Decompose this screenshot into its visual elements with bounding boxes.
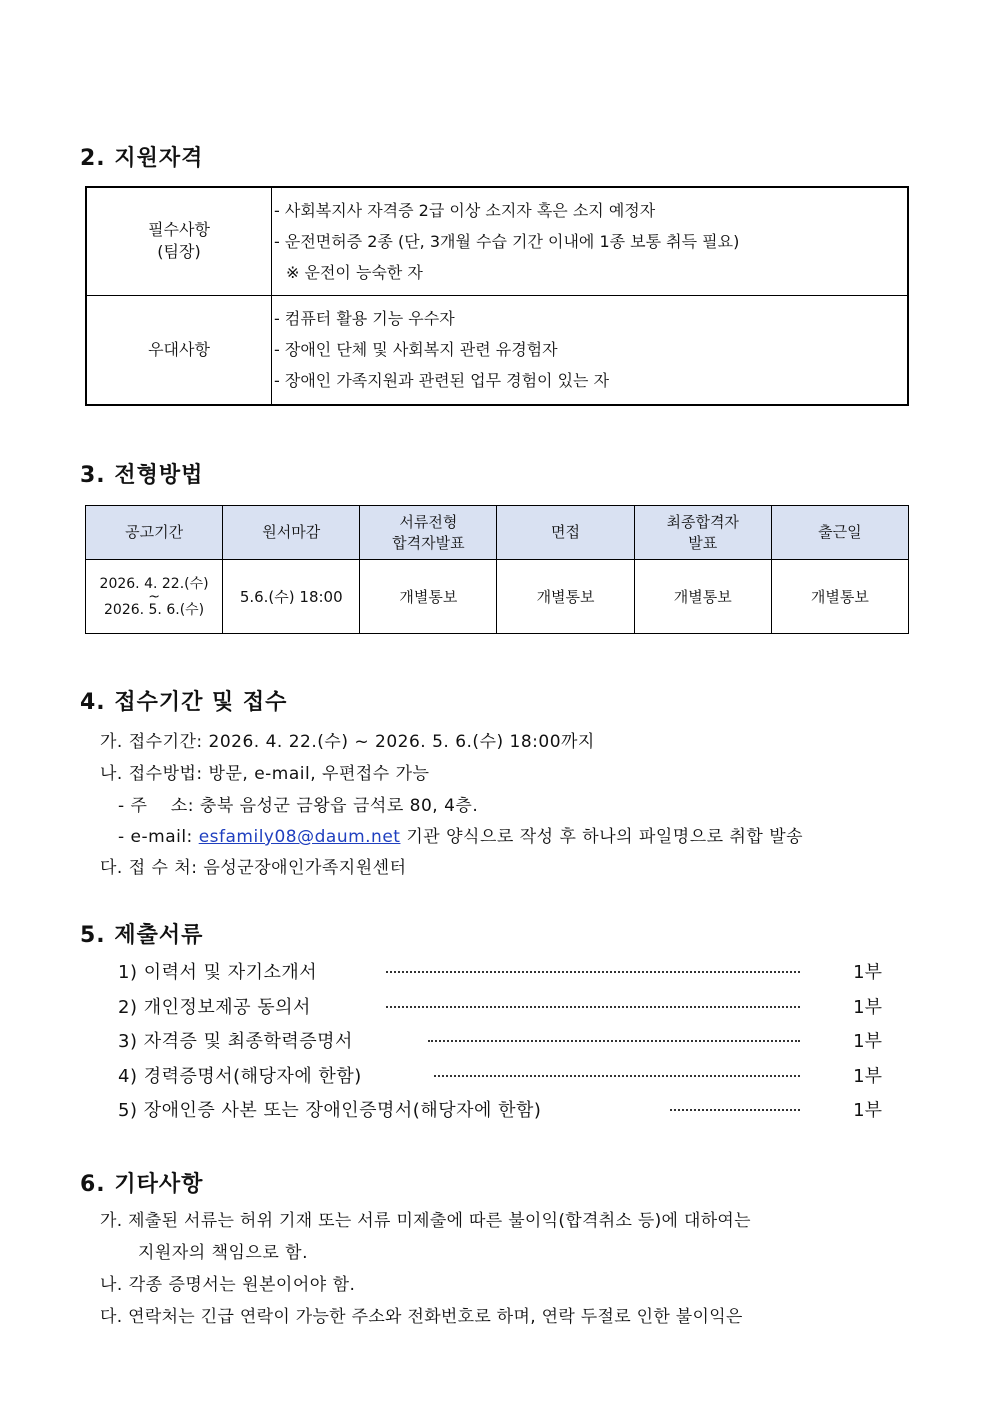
section-2-heading: 2. 지원자격 bbox=[80, 146, 204, 171]
email-prefix: - e-mail: bbox=[118, 827, 199, 847]
note-da: 다. 연락처는 긴급 연락이 가능한 주소와 전화번호로 하며, 연락 두절로 인한 불이익은 bbox=[100, 1307, 743, 1327]
email-line bbox=[118, 822, 803, 847]
header-text: 합격자발표 bbox=[392, 533, 465, 552]
document-qty: 1부 bbox=[853, 1100, 882, 1121]
header-text: 공고기간 bbox=[125, 523, 184, 541]
required-note: ※ 운전이 능숙한 자 bbox=[286, 262, 423, 282]
period-end: 2026. 5. 6.(수) bbox=[104, 601, 205, 618]
document-qty: 1부 bbox=[853, 1031, 882, 1052]
leader-dots bbox=[670, 1109, 800, 1111]
section-4-heading: 4. 접수기간 및 접수 bbox=[80, 690, 288, 715]
header-text: 발표 bbox=[688, 533, 718, 552]
leader-dots bbox=[434, 1075, 800, 1077]
document-qty: 1부 bbox=[853, 997, 882, 1018]
document-name: 1) 이력서 및 자기소개서 bbox=[118, 958, 317, 984]
note-ga-line2: 지원자의 책임으로 함. bbox=[138, 1243, 309, 1263]
table-row bbox=[86, 560, 909, 634]
note-na: 나. 각종 증명서는 원본이어야 함. bbox=[100, 1275, 356, 1295]
table-cell: 개별통보 bbox=[497, 560, 634, 634]
header-cell bbox=[223, 506, 360, 560]
header-cell bbox=[497, 506, 634, 560]
leader-dots bbox=[386, 1006, 800, 1008]
announcement-period-cell bbox=[86, 560, 223, 634]
document-item bbox=[118, 958, 888, 982]
header-text: 원서마감 bbox=[262, 523, 321, 541]
document-item bbox=[118, 1062, 888, 1086]
header-text: 면접 bbox=[551, 523, 581, 541]
preferred-row bbox=[86, 295, 908, 405]
section-6-heading: 6. 기타사항 bbox=[80, 1172, 204, 1197]
required-label-line1: 필수사항 bbox=[148, 220, 210, 240]
document-name: 3) 자격증 및 최종학력증명서 bbox=[118, 1027, 353, 1053]
document-qty: 1부 bbox=[853, 962, 882, 983]
period-start: 2026. 4. 22.(수) bbox=[99, 575, 209, 592]
qualification-table bbox=[85, 186, 909, 406]
document-item bbox=[118, 993, 888, 1017]
table-cell: 5.6.(수) 18:00 bbox=[223, 560, 360, 634]
required-row bbox=[86, 187, 908, 295]
table-cell: 개별통보 bbox=[771, 560, 908, 634]
section-3-heading: 3. 전형방법 bbox=[80, 463, 204, 488]
header-text: 최종합격자 bbox=[666, 512, 739, 531]
leader-dots bbox=[386, 971, 800, 973]
header-cell bbox=[360, 506, 497, 560]
required-label-line2: (팀장) bbox=[157, 242, 201, 262]
reception-place: 다. 접 수 처: 음성군장애인가족지원센터 bbox=[100, 858, 407, 878]
reception-period: 가. 접수기간: 2026. 4. 22.(수) ~ 2026. 5. 6.(수) 18:00까지 bbox=[100, 732, 595, 752]
header-cell bbox=[771, 506, 908, 560]
required-label bbox=[86, 187, 272, 295]
period-tilde: ~ bbox=[148, 588, 160, 605]
preferred-item: - 장애인 단체 및 사회복지 관련 유경험자 bbox=[274, 340, 558, 360]
header-cell bbox=[634, 506, 771, 560]
table-cell: 개별통보 bbox=[360, 560, 497, 634]
table-header-row bbox=[86, 506, 909, 560]
email-suffix: 기관 양식으로 작성 후 하나의 파일명으로 취합 발송 bbox=[400, 827, 804, 847]
preferred-label: 우대사항 bbox=[86, 295, 272, 405]
document-item bbox=[118, 1027, 888, 1051]
document-item bbox=[118, 1096, 888, 1120]
preferred-items bbox=[272, 295, 909, 405]
leader-dots bbox=[428, 1040, 800, 1042]
reception-method: 나. 접수방법: 방문, e-mail, 우편접수 가능 bbox=[100, 764, 430, 784]
required-items bbox=[272, 187, 909, 295]
header-text: 출근일 bbox=[818, 523, 862, 541]
preferred-item: - 장애인 가족지원과 관련된 업무 경험이 있는 자 bbox=[274, 371, 610, 391]
required-item: - 사회복지사 자격증 2급 이상 소지자 혹은 소지 예정자 bbox=[274, 200, 656, 220]
header-cell bbox=[86, 506, 223, 560]
address-line: - 주 소: 충북 음성군 금왕읍 금석로 80, 4층. bbox=[118, 796, 479, 816]
required-item: - 운전면허증 2종 (단, 3개월 수습 기간 이내에 1종 보통 취득 필요) bbox=[274, 231, 740, 251]
document-name: 2) 개인정보제공 동의서 bbox=[118, 993, 311, 1019]
preferred-item: - 컴퓨터 활용 기능 우수자 bbox=[274, 309, 455, 329]
document-name: 4) 경력증명서(해당자에 한함) bbox=[118, 1062, 362, 1088]
section-5-heading: 5. 제출서류 bbox=[80, 923, 204, 948]
header-text: 서류전형 bbox=[399, 512, 458, 531]
note-ga-line1: 가. 제출된 서류는 허위 기재 또는 서류 미제출에 따른 불이익(합격취소 등)에 대하여는 bbox=[100, 1211, 751, 1231]
selection-schedule-table bbox=[85, 505, 909, 634]
table-cell: 개별통보 bbox=[634, 560, 771, 634]
document-qty: 1부 bbox=[853, 1066, 882, 1087]
document-name: 5) 장애인증 사본 또는 장애인증명서(해당자에 한함) bbox=[118, 1096, 541, 1122]
email-link[interactable]: esfamily08@daum.net bbox=[198, 827, 401, 847]
